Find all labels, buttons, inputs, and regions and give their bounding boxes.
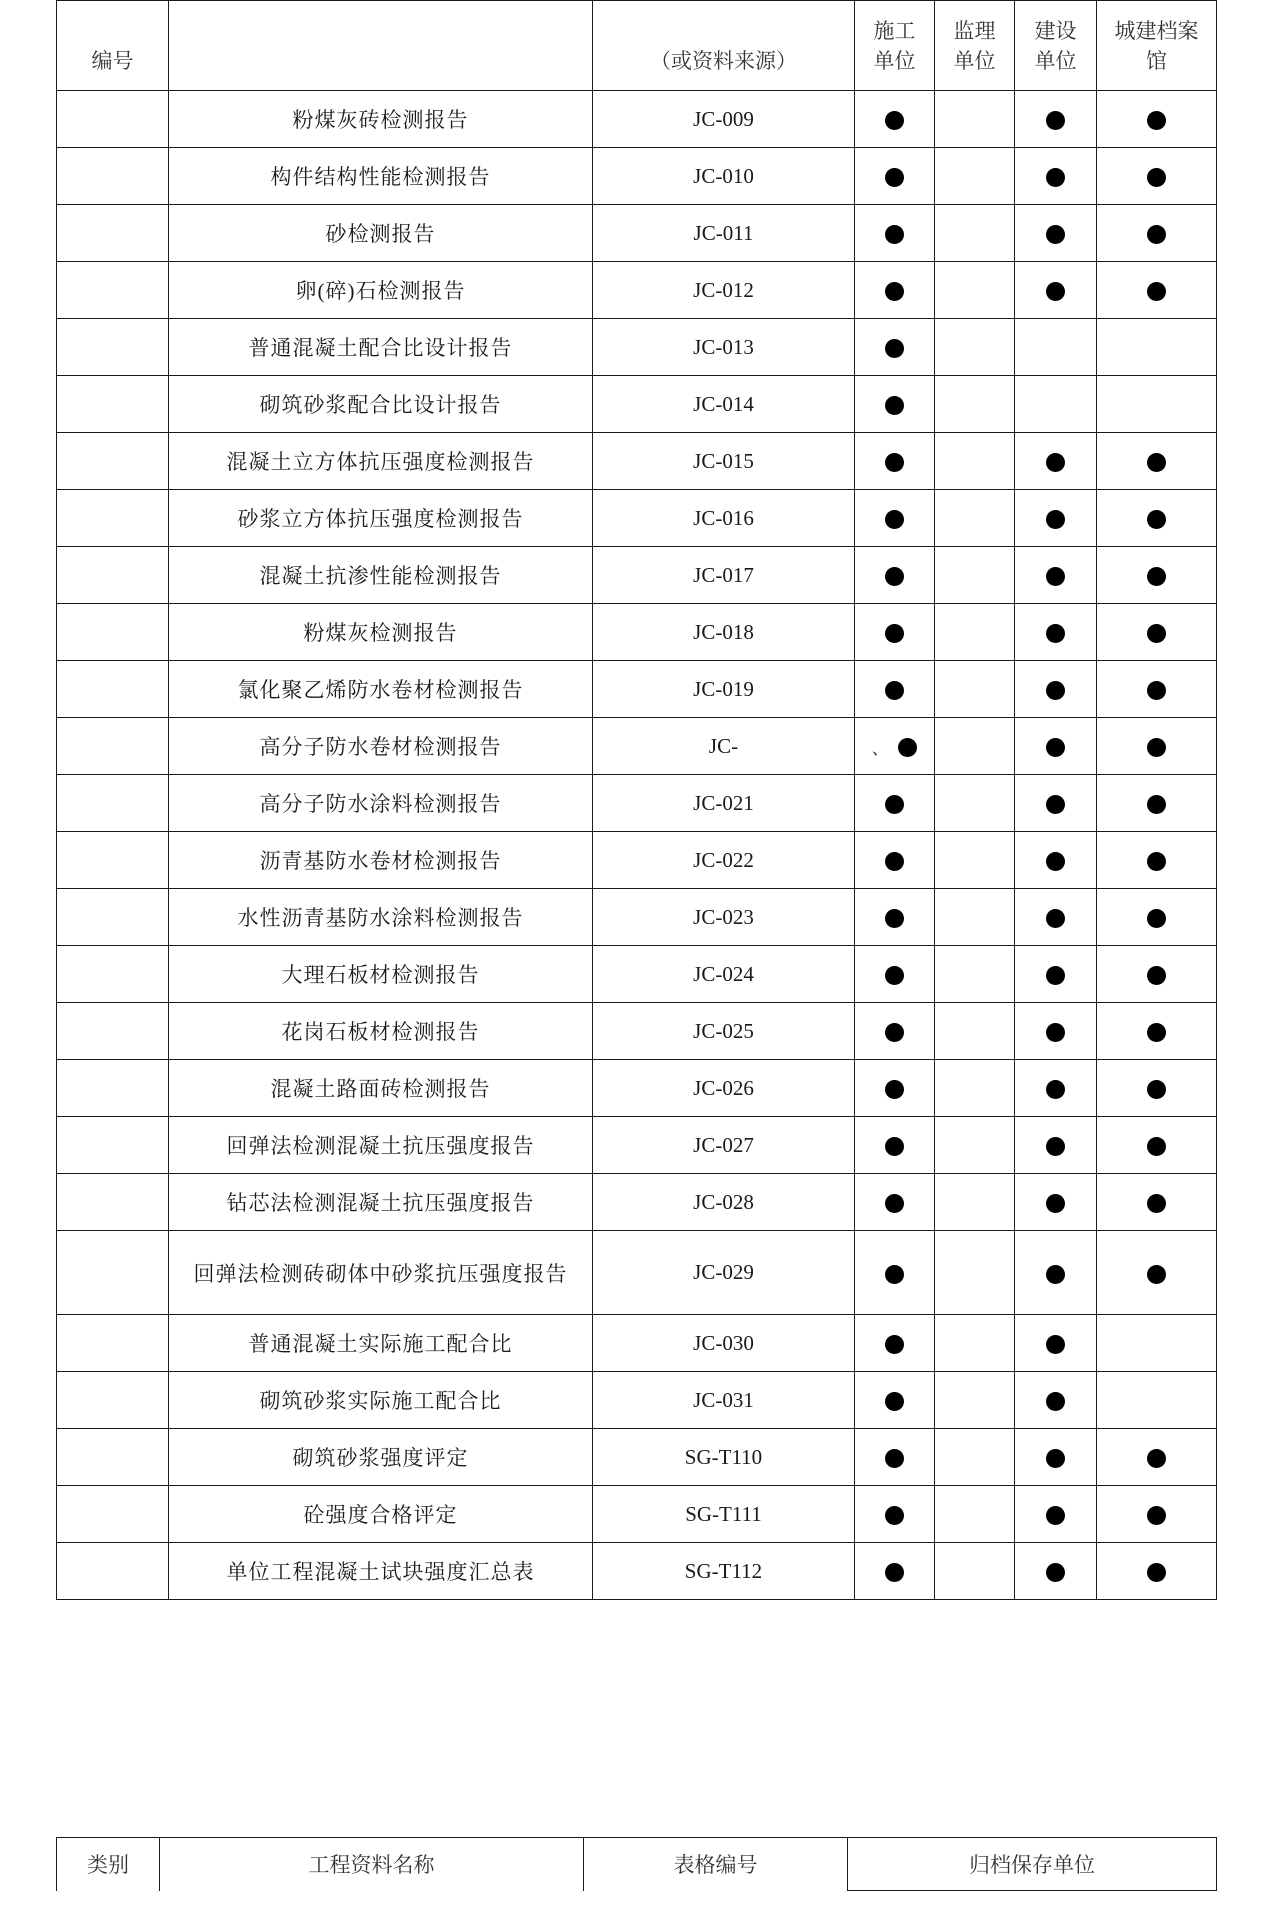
archive-dot-icon (1046, 1449, 1065, 1468)
mark-cell-supervision (935, 319, 1015, 376)
mark-cell-construction (855, 148, 935, 205)
row-number (57, 376, 169, 433)
mark-cell-supervision (935, 1486, 1015, 1543)
table-row (57, 433, 1217, 490)
row-name: 高分子防水涂料检测报告 (169, 775, 593, 832)
mark-cell-owner (1015, 1117, 1097, 1174)
row-number (57, 148, 169, 205)
archive-dot-icon (1046, 225, 1065, 244)
mark-cell-owner (1015, 433, 1097, 490)
row-name: 粉煤灰砖检测报告 (169, 91, 593, 148)
row-number (57, 262, 169, 319)
archive-dot-icon (1147, 681, 1166, 700)
mark-cell-archive (1097, 376, 1217, 433)
row-code: JC-018 (593, 604, 855, 661)
mark-cell-owner (1015, 1231, 1097, 1315)
mark-cell-owner (1015, 1003, 1097, 1060)
table-row (57, 1486, 1217, 1543)
mark-cell-construction (855, 889, 935, 946)
row-code: SG-T112 (593, 1543, 855, 1600)
row-name: 砂浆立方体抗压强度检测报告 (169, 490, 593, 547)
table-row (57, 91, 1217, 148)
archive-dot-icon (885, 1335, 904, 1354)
row-number (57, 1117, 169, 1174)
archive-dot-icon (1147, 1080, 1166, 1099)
mark-cell-construction (855, 91, 935, 148)
mark-cell-owner (1015, 490, 1097, 547)
row-code: JC-028 (593, 1174, 855, 1231)
header-name (169, 1, 593, 91)
row-name: 水性沥青基防水涂料检测报告 (169, 889, 593, 946)
archive-dot-icon (1147, 225, 1166, 244)
mark-cell-supervision (935, 775, 1015, 832)
header-unit-construction: 施工 单位 (855, 1, 935, 91)
footer-category: 类别 (57, 1838, 160, 1891)
archive-dot-icon (885, 567, 904, 586)
row-number (57, 1372, 169, 1429)
row-code: JC-025 (593, 1003, 855, 1060)
archive-dot-icon (1046, 1023, 1065, 1042)
archive-dot-icon (885, 225, 904, 244)
row-number (57, 661, 169, 718)
archive-dot-icon (1147, 1194, 1166, 1213)
archive-dot-icon (885, 852, 904, 871)
mark-cell-archive (1097, 775, 1217, 832)
row-code: JC-016 (593, 490, 855, 547)
mark-cell-construction (855, 1372, 935, 1429)
row-code: JC-026 (593, 1060, 855, 1117)
archive-dot-icon (1147, 567, 1166, 586)
row-code: JC-024 (593, 946, 855, 1003)
mark-cell-construction (855, 205, 935, 262)
row-number (57, 1231, 169, 1315)
row-name: 氯化聚乙烯防水卷材检测报告 (169, 661, 593, 718)
row-name: 花岗石板材检测报告 (169, 1003, 593, 1060)
mark-cell-supervision (935, 1060, 1015, 1117)
mark-cell-construction (855, 1003, 935, 1060)
archive-dot-icon (885, 339, 904, 358)
row-name: 普通混凝土配合比设计报告 (169, 319, 593, 376)
row-code: JC-027 (593, 1117, 855, 1174)
row-code: SG-T111 (593, 1486, 855, 1543)
table-row (57, 1315, 1217, 1372)
mark-cell-construction (855, 1486, 935, 1543)
row-name: 构件结构性能检测报告 (169, 148, 593, 205)
archive-dot-icon (885, 681, 904, 700)
archive-dot-icon (885, 396, 904, 415)
mark-cell-construction (855, 1543, 935, 1600)
mark-cell-archive (1097, 1174, 1217, 1231)
mark-cell-owner (1015, 1315, 1097, 1372)
archive-dot-icon (885, 1023, 904, 1042)
mark-cell-owner (1015, 775, 1097, 832)
archive-dot-icon (1147, 852, 1166, 871)
row-number (57, 91, 169, 148)
archive-dot-icon (1147, 1563, 1166, 1582)
archive-dot-icon (885, 1137, 904, 1156)
archive-dot-icon (885, 1392, 904, 1411)
row-number (57, 718, 169, 775)
mark-cell-supervision (935, 262, 1015, 319)
row-code: JC-013 (593, 319, 855, 376)
table-row (57, 376, 1217, 433)
mark-cell-archive (1097, 148, 1217, 205)
row-code: JC-031 (593, 1372, 855, 1429)
archive-dot-icon (1046, 453, 1065, 472)
mark-cell-owner (1015, 1174, 1097, 1231)
footer-archive-unit: 归档保存单位 (848, 1838, 1217, 1891)
table-row (57, 1231, 1217, 1315)
row-prefix-mark: 、 (871, 740, 888, 758)
row-code: JC-011 (593, 205, 855, 262)
header-row (57, 1, 1217, 91)
table-row (57, 205, 1217, 262)
archive-dot-icon (885, 1506, 904, 1525)
table-row (57, 775, 1217, 832)
mark-cell-archive (1097, 1372, 1217, 1429)
mark-cell-supervision (935, 547, 1015, 604)
row-code: JC-009 (593, 91, 855, 148)
archive-dot-icon (1147, 1506, 1166, 1525)
archive-dot-icon (885, 1563, 904, 1582)
mark-cell-archive (1097, 1429, 1217, 1486)
row-name: 砌筑砂浆实际施工配合比 (169, 1372, 593, 1429)
row-number (57, 319, 169, 376)
mark-cell-construction (855, 490, 935, 547)
row-name: 普通混凝土实际施工配合比 (169, 1315, 593, 1372)
archive-dot-icon (1046, 282, 1065, 301)
row-number (57, 1486, 169, 1543)
archive-dot-icon (1046, 168, 1065, 187)
footer-row (57, 1838, 1217, 1891)
mark-cell-archive (1097, 1003, 1217, 1060)
row-number (57, 832, 169, 889)
table-row (57, 1060, 1217, 1117)
row-name: 砼强度合格评定 (169, 1486, 593, 1543)
table-row (57, 490, 1217, 547)
mark-cell-supervision (935, 205, 1015, 262)
archive-dot-icon (1147, 168, 1166, 187)
row-code: JC- (593, 718, 855, 775)
mark-cell-construction (855, 1315, 935, 1372)
mark-cell-supervision (935, 433, 1015, 490)
archive-dot-icon (885, 909, 904, 928)
mark-cell-construction (855, 376, 935, 433)
row-name: 回弹法检测砖砌体中砂浆抗压强度报告 (169, 1231, 593, 1315)
mark-cell-archive (1097, 604, 1217, 661)
row-name: 单位工程混凝土试块强度汇总表 (169, 1543, 593, 1600)
table-row (57, 1003, 1217, 1060)
row-code: JC-021 (593, 775, 855, 832)
archive-dot-icon (1046, 966, 1065, 985)
mark-cell-owner (1015, 319, 1097, 376)
archive-dot-icon (1147, 282, 1166, 301)
archive-dot-icon (1046, 738, 1065, 757)
mark-cell-archive (1097, 490, 1217, 547)
mark-cell-owner (1015, 205, 1097, 262)
archive-dot-icon (1046, 510, 1065, 529)
row-number (57, 889, 169, 946)
row-number (57, 433, 169, 490)
mark-cell-construction (855, 1117, 935, 1174)
archive-dot-icon (1046, 795, 1065, 814)
mark-cell-archive (1097, 1231, 1217, 1315)
header-number: 编号 (57, 1, 169, 91)
archive-dot-icon (1147, 1023, 1166, 1042)
row-name: 大理石板材检测报告 (169, 946, 593, 1003)
row-code: JC-012 (593, 262, 855, 319)
table-row (57, 319, 1217, 376)
archive-dot-icon (1147, 909, 1166, 928)
table-row (57, 1543, 1217, 1600)
mark-cell-archive (1097, 1117, 1217, 1174)
archive-dot-icon (1147, 624, 1166, 643)
mark-cell-construction (855, 1231, 935, 1315)
mark-cell-archive (1097, 319, 1217, 376)
mark-cell-supervision (935, 1231, 1015, 1315)
mark-cell-owner (1015, 1486, 1097, 1543)
mark-cell-supervision (935, 148, 1015, 205)
mark-cell-owner (1015, 1429, 1097, 1486)
mark-cell-construction (855, 1429, 935, 1486)
archive-dot-icon (885, 1194, 904, 1213)
archive-dot-icon (1046, 1335, 1065, 1354)
mark-cell-supervision (935, 832, 1015, 889)
table-row (57, 547, 1217, 604)
mark-cell-archive (1097, 889, 1217, 946)
archive-dot-icon (885, 1449, 904, 1468)
table-row (57, 148, 1217, 205)
mark-cell-owner (1015, 1372, 1097, 1429)
mark-cell-supervision (935, 718, 1015, 775)
footer-name: 工程资料名称 (160, 1838, 584, 1891)
mark-cell-supervision (935, 1174, 1015, 1231)
archive-dot-icon (885, 795, 904, 814)
mark-cell-owner (1015, 547, 1097, 604)
row-number (57, 547, 169, 604)
archive-table (56, 0, 1217, 1600)
mark-cell-archive (1097, 1315, 1217, 1372)
archive-dot-icon (885, 168, 904, 187)
mark-cell-construction (855, 1060, 935, 1117)
row-name: 砌筑砂浆强度评定 (169, 1429, 593, 1486)
table-row (57, 1372, 1217, 1429)
header-source: （或资料来源） (593, 1, 855, 91)
archive-dot-icon (1147, 738, 1166, 757)
row-code: JC-030 (593, 1315, 855, 1372)
archive-dot-icon (1046, 1194, 1065, 1213)
archive-dot-icon (1046, 1563, 1065, 1582)
mark-cell-archive (1097, 547, 1217, 604)
archive-dot-icon (885, 282, 904, 301)
archive-dot-icon (1147, 111, 1166, 130)
table-row (57, 1429, 1217, 1486)
mark-cell-construction (855, 718, 935, 775)
row-name: 混凝土抗渗性能检测报告 (169, 547, 593, 604)
row-name: 混凝土路面砖检测报告 (169, 1060, 593, 1117)
mark-cell-supervision (935, 1429, 1015, 1486)
row-code: JC-017 (593, 547, 855, 604)
row-number (57, 490, 169, 547)
mark-cell-owner (1015, 148, 1097, 205)
table-row (57, 1117, 1217, 1174)
archive-dot-icon (1046, 624, 1065, 643)
mark-cell-archive (1097, 262, 1217, 319)
mark-cell-construction (855, 319, 935, 376)
row-number (57, 1543, 169, 1600)
table-row (57, 1174, 1217, 1231)
mark-cell-construction (855, 946, 935, 1003)
table-row (57, 604, 1217, 661)
mark-cell-supervision (935, 889, 1015, 946)
archive-dot-icon (885, 624, 904, 643)
archive-dot-icon (1147, 453, 1166, 472)
mark-cell-archive (1097, 1060, 1217, 1117)
archive-dot-icon (1046, 909, 1065, 928)
archive-dot-icon (1046, 567, 1065, 586)
mark-cell-construction (855, 661, 935, 718)
mark-cell-archive (1097, 1486, 1217, 1543)
mark-cell-supervision (935, 1117, 1015, 1174)
row-number (57, 775, 169, 832)
archive-dot-icon (885, 510, 904, 529)
mark-cell-owner (1015, 661, 1097, 718)
row-number (57, 1315, 169, 1372)
archive-dot-icon (1046, 681, 1065, 700)
mark-cell-supervision (935, 1003, 1015, 1060)
archive-dot-icon (1046, 1506, 1065, 1525)
archive-dot-icon (898, 738, 917, 757)
archive-dot-icon (885, 1265, 904, 1284)
mark-cell-archive (1097, 1543, 1217, 1600)
mark-cell-supervision (935, 1543, 1015, 1600)
mark-cell-supervision (935, 1315, 1015, 1372)
row-number (57, 946, 169, 1003)
mark-cell-construction (855, 262, 935, 319)
table-row (57, 262, 1217, 319)
row-number (57, 1060, 169, 1117)
row-code: SG-T110 (593, 1429, 855, 1486)
row-code: JC-010 (593, 148, 855, 205)
mark-cell-supervision (935, 946, 1015, 1003)
mark-cell-construction (855, 775, 935, 832)
archive-dot-icon (885, 1080, 904, 1099)
archive-dot-icon (1147, 795, 1166, 814)
mark-cell-supervision (935, 661, 1015, 718)
mark-cell-owner (1015, 889, 1097, 946)
mark-cell-archive (1097, 718, 1217, 775)
header-unit-supervision: 监理 单位 (935, 1, 1015, 91)
table-row (57, 661, 1217, 718)
footer-form-code: 表格编号 (584, 1838, 848, 1891)
row-name: 钻芯法检测混凝土抗压强度报告 (169, 1174, 593, 1231)
archive-dot-icon (1046, 1137, 1065, 1156)
mark-cell-archive (1097, 433, 1217, 490)
mark-cell-owner (1015, 262, 1097, 319)
row-name: 砂检测报告 (169, 205, 593, 262)
row-name: 混凝土立方体抗压强度检测报告 (169, 433, 593, 490)
mark-cell-construction (855, 547, 935, 604)
archive-dot-icon (1046, 1392, 1065, 1411)
row-code: JC-014 (593, 376, 855, 433)
mark-cell-supervision (935, 604, 1015, 661)
table-body (57, 91, 1217, 1600)
row-code: JC-022 (593, 832, 855, 889)
mark-cell-supervision (935, 1372, 1015, 1429)
header-unit-archive: 城建档案 馆 (1097, 1, 1217, 91)
mark-cell-owner (1015, 376, 1097, 433)
mark-cell-archive (1097, 91, 1217, 148)
archive-dot-icon (1046, 852, 1065, 871)
row-code: JC-023 (593, 889, 855, 946)
row-code: JC-015 (593, 433, 855, 490)
mark-cell-archive (1097, 205, 1217, 262)
mark-cell-owner (1015, 1060, 1097, 1117)
row-number (57, 604, 169, 661)
archive-dot-icon (1046, 1265, 1065, 1284)
mark-cell-archive (1097, 832, 1217, 889)
archive-dot-icon (885, 453, 904, 472)
row-name: 回弹法检测混凝土抗压强度报告 (169, 1117, 593, 1174)
row-number (57, 205, 169, 262)
row-name: 沥青基防水卷材检测报告 (169, 832, 593, 889)
archive-dot-icon (1147, 1449, 1166, 1468)
table-row (57, 946, 1217, 1003)
row-name: 高分子防水卷材检测报告 (169, 718, 593, 775)
row-number (57, 1174, 169, 1231)
row-code: JC-019 (593, 661, 855, 718)
mark-cell-archive (1097, 661, 1217, 718)
mark-cell-owner (1015, 604, 1097, 661)
mark-cell-supervision (935, 376, 1015, 433)
row-number (57, 1429, 169, 1486)
archive-dot-icon (885, 966, 904, 985)
archive-dot-icon (1147, 1137, 1166, 1156)
mark-cell-construction (855, 1174, 935, 1231)
mark-cell-construction (855, 604, 935, 661)
row-name: 卵(碎)石检测报告 (169, 262, 593, 319)
row-name: 粉煤灰检测报告 (169, 604, 593, 661)
mark-cell-archive (1097, 946, 1217, 1003)
archive-dot-icon (1147, 1265, 1166, 1284)
mark-cell-owner (1015, 946, 1097, 1003)
archive-dot-icon (1046, 111, 1065, 130)
archive-dot-icon (1147, 510, 1166, 529)
archive-dot-icon (1046, 1080, 1065, 1099)
mark-cell-owner (1015, 718, 1097, 775)
mark-cell-construction (855, 433, 935, 490)
table-row (57, 889, 1217, 946)
table-row (57, 718, 1217, 775)
table-row (57, 832, 1217, 889)
mark-cell-supervision (935, 91, 1015, 148)
footer-table (56, 1837, 1217, 1891)
archive-dot-icon (1147, 966, 1166, 985)
mark-cell-supervision (935, 490, 1015, 547)
mark-cell-owner (1015, 91, 1097, 148)
row-code: JC-029 (593, 1231, 855, 1315)
mark-cell-owner (1015, 1543, 1097, 1600)
header-unit-owner: 建设 单位 (1015, 1, 1097, 91)
mark-cell-construction (855, 832, 935, 889)
row-name: 砌筑砂浆配合比设计报告 (169, 376, 593, 433)
archive-dot-icon (885, 111, 904, 130)
row-number (57, 1003, 169, 1060)
mark-cell-owner (1015, 832, 1097, 889)
